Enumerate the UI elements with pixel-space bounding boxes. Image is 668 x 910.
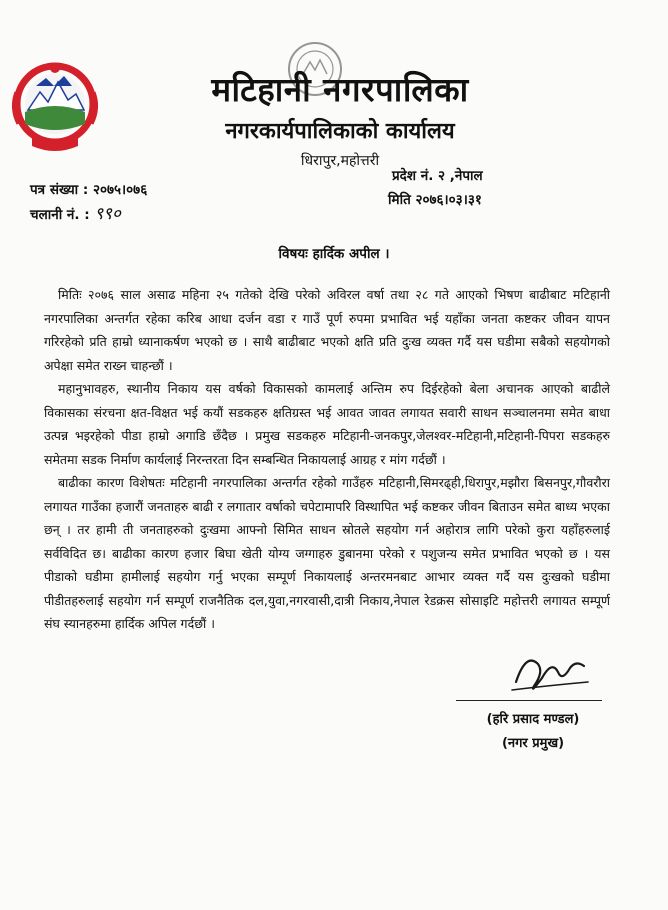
signatory-block — [448, 708, 618, 756]
body-paragraph: महानुभावहरु, स्थानीय निकाय यस वर्षको विकासको कामलाई अन्तिम रुप दिईरहेको बेला अचानक आएको बाढीले विकासका संरचना क्षत-विक्षत भई कयौं सडकहरु क्षतिग्रस्त भई आवत जावत लगायत सवारी साधन सञ्चालनमा समेत बाधा उत्पन्न भइरहेको पीडा हाम्रो अगाडि छँदैछ । प्रमुख सडकहरु मटिहानी-जनकपुर,जेलश्वर-मटिहानी,मटिहानी-पिपरा सडकहरु समेतमा सडक निर्माण कार्यलाई निरन्तरता दिन सम्बन्धित निकायलाई आग्रह र मांग गर्दछौं । — [44, 381, 610, 467]
chalani-row — [30, 202, 147, 227]
nepal-emblem-icon — [6, 52, 104, 162]
letter-body — [44, 283, 610, 636]
signatory-designation: (नगर प्रमुख) — [501, 736, 565, 751]
office-subtitle: नगरकार्यपालिकाको कार्यालय — [225, 119, 455, 144]
body-paragraph: बाढीका कारण विशेषतः मटिहानी नगरपालिका अन्तर्गत रहेको गाउँहरु मटिहानी,सिमरढ्ही,धिरापुर,मझौरा बिसनपुर,गौवरौरा लगायत गाउँका हजारौं जनताहरु बाढी र लगातार वर्षाको चपेटामापरि विस्थापित भई कष्टकर जीवन बिताउन समेत बाध्य भएका छन् । तर हामी ती जनताहरुको दुःखमा आफ्नो सिमित साधन स्रोतले सहयोग गर्न अहोरात्र लागि परेको कुरा यहाँहरुलाई सर्वविदित छ। बाढीका कारण हजार बिघा खेती योग्य जग्गाहरु डुबानमा परेको र पशुजन्य समेत प्रभावित भएको छ । यस पीडाको घडीमा हामीलाई सहयोग गर्नु भएका सम्पूर्ण निकायलाई अन्तरमनबाट आभार व्यक्त गर्दै यस दुःखको घडीमा पीडीतहरुलाई सहयोग गर्न सम्पूर्ण राजनैतिक दल,युवा,नगरवासी,दात्री निकाय,नेपाल रेडक्रस सोसाइटि महोत्तरी लगायत सम्पूर्ण संघ स्यानहरुमा हार्दिक अपिल गर्दछौं । — [44, 475, 610, 631]
reference-left — [30, 178, 147, 227]
body-paragraph: मितिः २०७६ साल असाढ महिना २५ गतेको देखि परेको अविरल वर्षा तथा २८ गते आएको भिषण बाढीबाट मटिहानी नगरपालिका अन्तर्गत रहेका करिब आधा दर्जन वडा र गाउँ पूर्ण रुपमा प्रभावित भई यहाँका जनता कष्टकर जीवन यापन गरिरहेको प्रति हाम्रो ध्यानाकर्षण भएको छ । साथै बाढीबाट भएको क्षति प्रति दुःख व्यक्त गर्दै यस घडीमा सबैको सहयोगको अपेक्षा समेत राख्न चाहन्छौं । — [44, 287, 610, 373]
office-title: मटिहानी नगरपालिका — [211, 70, 469, 109]
chalani-number: ९९० — [94, 204, 121, 224]
signatory-name: (हरि प्रसाद मण्डल) — [486, 712, 580, 727]
chalani-label: चलानी नं. : — [30, 207, 90, 223]
letter-subject: विषयः हार्दिक अपील । — [278, 246, 390, 262]
patra-sankhya: पत्र संख्या : २०७५।०७६ — [30, 182, 148, 198]
pradesh: प्रदेश नं. २ ,नेपाल — [392, 168, 483, 184]
office-location: धिरापुर,महोत्तरी — [300, 153, 380, 169]
signature-line — [456, 700, 602, 701]
reference-right — [388, 164, 483, 212]
signature-icon — [504, 642, 594, 700]
letter-date: मिति २०७६।०३।३१ — [388, 192, 482, 208]
